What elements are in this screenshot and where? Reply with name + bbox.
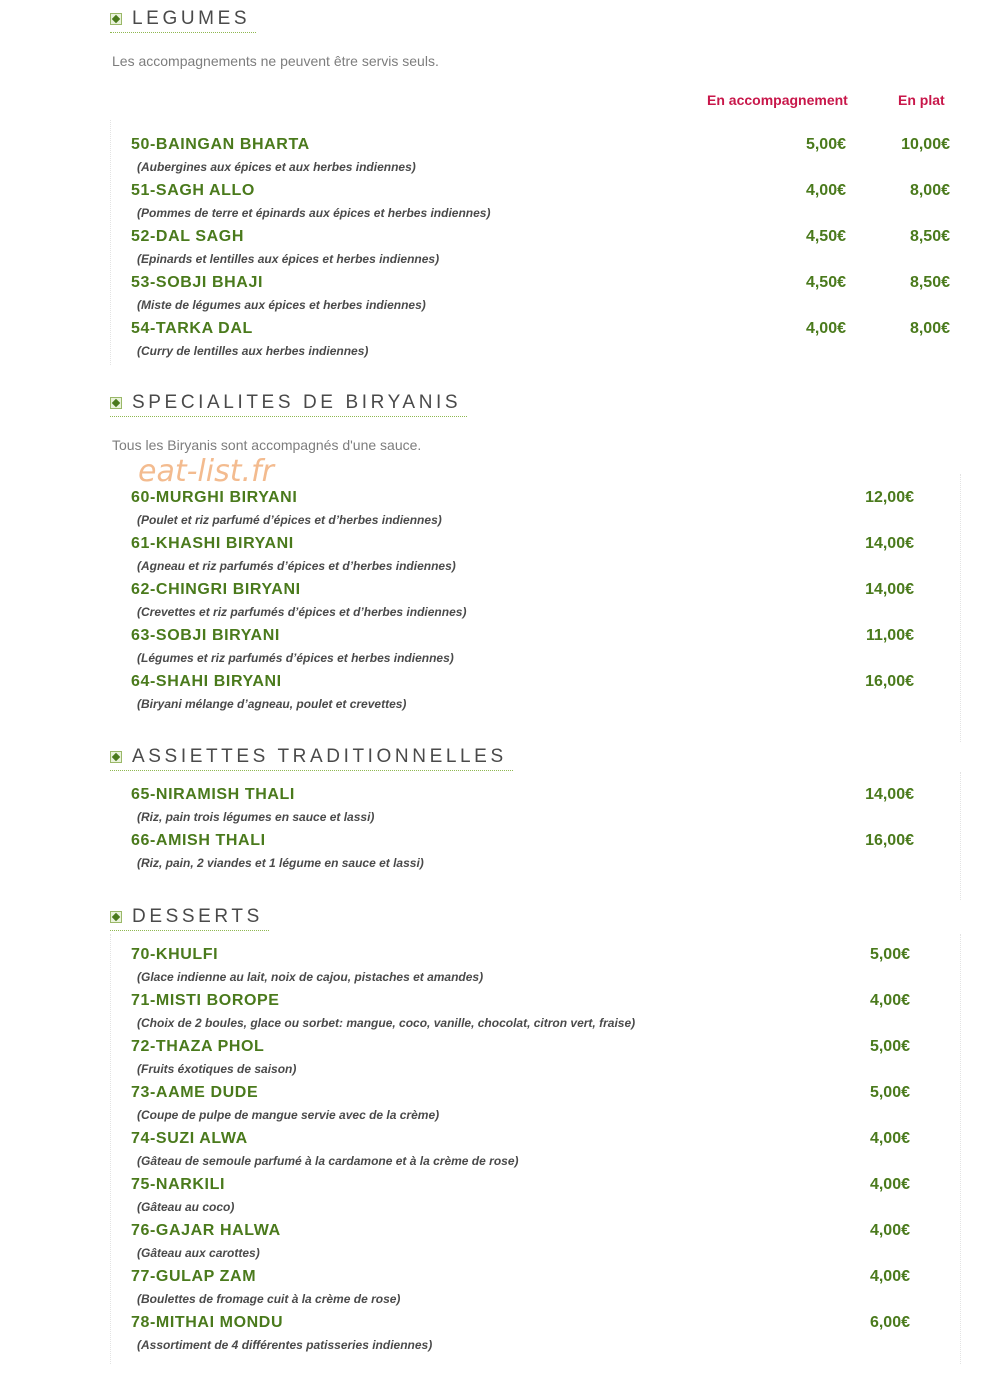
item-name: 64-SHAHI BIRYANI — [131, 673, 282, 690]
item-description: (Riz, pain trois légumes en sauce et lassi) — [137, 810, 375, 824]
price-side: 4,00€ — [805, 320, 846, 337]
item-name: 74-SUZI ALWA — [131, 1130, 248, 1147]
item-name: 76-GAJAR HALWA — [131, 1222, 281, 1239]
item-name: 62-CHINGRI BIRYANI — [131, 581, 301, 598]
item-price: 14,00€ — [865, 535, 914, 552]
item-price: 4,00€ — [869, 1222, 910, 1239]
item-description: (Légumes et riz parfumés d’épices et herbes indiennes) — [137, 651, 454, 665]
item-name: 77-GULAP ZAM — [131, 1268, 257, 1285]
diamond-bullet-icon — [110, 397, 122, 409]
item-price: 6,00€ — [869, 1314, 910, 1331]
item-name: 70-KHULFI — [131, 946, 219, 963]
section-header — [110, 904, 269, 931]
item-name: 66-AMISH THALI — [131, 832, 266, 849]
item-name: 52-DAL SAGH — [131, 228, 244, 245]
item-price: 14,00€ — [865, 581, 914, 598]
item-description: (Miste de légumes aux épices et herbes indiennes) — [137, 298, 426, 312]
item-description: (Pommes de terre et épinards aux épices et herbes indiennes) — [137, 206, 491, 220]
column-header-main: En plat — [898, 92, 945, 108]
item-description: (Fruits éxotiques de saison) — [137, 1062, 297, 1076]
item-price: 4,00€ — [869, 992, 910, 1009]
item-description: (Assortiment de 4 différentes patisseries indiennes) — [137, 1338, 433, 1352]
item-price: 5,00€ — [869, 1084, 910, 1101]
item-name: 60-MURGHI BIRYANI — [131, 489, 298, 506]
item-price: 4,00€ — [869, 1268, 910, 1285]
section-title: LEGUMES — [132, 8, 251, 29]
price-main: 10,00€ — [901, 136, 950, 153]
item-description: (Gâteau de semoule parfumé à la cardamone et à la crème de rose) — [137, 1154, 519, 1168]
section-header — [110, 390, 467, 417]
diamond-bullet-icon — [110, 751, 122, 763]
item-description: (Gâteau au coco) — [137, 1200, 235, 1214]
item-description: (Curry de lentilles aux herbes indiennes) — [137, 344, 369, 358]
item-price: 16,00€ — [865, 832, 914, 849]
divider — [110, 120, 111, 365]
divider — [960, 772, 961, 900]
price-main: 8,50€ — [909, 228, 950, 245]
section-title: DESSERTS — [132, 906, 263, 927]
item-description: (Coupe de pulpe de mangue servie avec de la crème) — [137, 1108, 440, 1122]
diamond-bullet-icon — [110, 911, 122, 923]
price-side: 5,00€ — [805, 136, 846, 153]
item-description: (Crevettes et riz parfumés d’épices et d’herbes indiennes) — [137, 605, 467, 619]
section-assiettes — [110, 738, 982, 908]
item-price: 11,00€ — [865, 627, 914, 644]
section-legumes — [110, 0, 982, 370]
item-description: (Gâteau aux carottes) — [137, 1246, 260, 1260]
watermark-logo: eat-list.fr — [138, 454, 274, 489]
item-name: 78-MITHAI MONDU — [131, 1314, 284, 1331]
item-description: (Biryani mélange d’agneau, poulet et crevettes) — [137, 697, 407, 711]
item-description: (Agneau et riz parfumés d’épices et d’herbes indiennes) — [137, 559, 456, 573]
section-header — [110, 744, 513, 771]
item-description: (Boulettes de fromage cuit à la crème de rose) — [137, 1292, 401, 1306]
price-side: 4,50€ — [805, 228, 846, 245]
item-price: 4,00€ — [869, 1130, 910, 1147]
item-name: 63-SOBJI BIRYANI — [131, 627, 280, 644]
item-price: 4,00€ — [869, 1176, 910, 1193]
price-side: 4,50€ — [805, 274, 846, 291]
item-description: (Poulet et riz parfumé d’épices et d’herbes indiennes) — [137, 513, 442, 527]
item-description: (Glace indienne au lait, noix de cajou, pistaches et amandes) — [137, 970, 484, 984]
item-price: 14,00€ — [865, 786, 914, 803]
diamond-bullet-icon — [110, 13, 122, 25]
section-header — [110, 6, 256, 33]
price-side: 4,00€ — [805, 182, 846, 199]
item-price: 5,00€ — [869, 946, 910, 963]
item-name: 54-TARKA DAL — [131, 320, 253, 337]
item-name: 53-SOBJI BHAJI — [131, 274, 263, 291]
item-description: (Aubergines aux épices et aux herbes indiennes) — [137, 160, 416, 174]
divider — [110, 934, 111, 1364]
item-price: 16,00€ — [865, 673, 914, 690]
item-name: 50-BAINGAN BHARTA — [131, 136, 310, 153]
divider — [960, 934, 961, 1364]
divider — [960, 474, 961, 742]
item-name: 61-KHASHI BIRYANI — [131, 535, 294, 552]
section-title: SPECIALITES DE BIRYANIS — [132, 392, 462, 413]
item-name: 73-AAME DUDE — [131, 1084, 259, 1101]
price-main: 8,00€ — [909, 320, 950, 337]
item-name: 51-SAGH ALLO — [131, 182, 255, 199]
item-description: (Epinards et lentilles aux épices et herbes indiennes) — [137, 252, 440, 266]
price-main: 8,50€ — [909, 274, 950, 291]
section-note: Les accompagnements ne peuvent être servis seuls. — [112, 53, 439, 69]
item-price: 5,00€ — [869, 1038, 910, 1055]
item-name: 65-NIRAMISH THALI — [131, 786, 295, 803]
item-description: (Riz, pain, 2 viandes et 1 légume en sauce et lassi) — [137, 856, 424, 870]
section-desserts — [110, 898, 982, 1374]
item-description: (Choix de 2 boules, glace ou sorbet: mangue, coco, vanille, chocolat, citron vert, fraise) — [137, 1016, 636, 1030]
section-note: Tous les Biryanis sont accompagnés d'une sauce. — [112, 437, 422, 453]
item-name: 71-MISTI BOROPE — [131, 992, 280, 1009]
section-biryanis — [110, 384, 982, 734]
item-name: 75-NARKILI — [131, 1176, 226, 1193]
section-title: ASSIETTES TRADITIONNELLES — [132, 746, 507, 767]
item-price: 12,00€ — [865, 489, 914, 506]
column-header-side: En accompagnement — [707, 92, 848, 108]
item-name: 72-THAZA PHOL — [131, 1038, 265, 1055]
price-main: 8,00€ — [909, 182, 950, 199]
